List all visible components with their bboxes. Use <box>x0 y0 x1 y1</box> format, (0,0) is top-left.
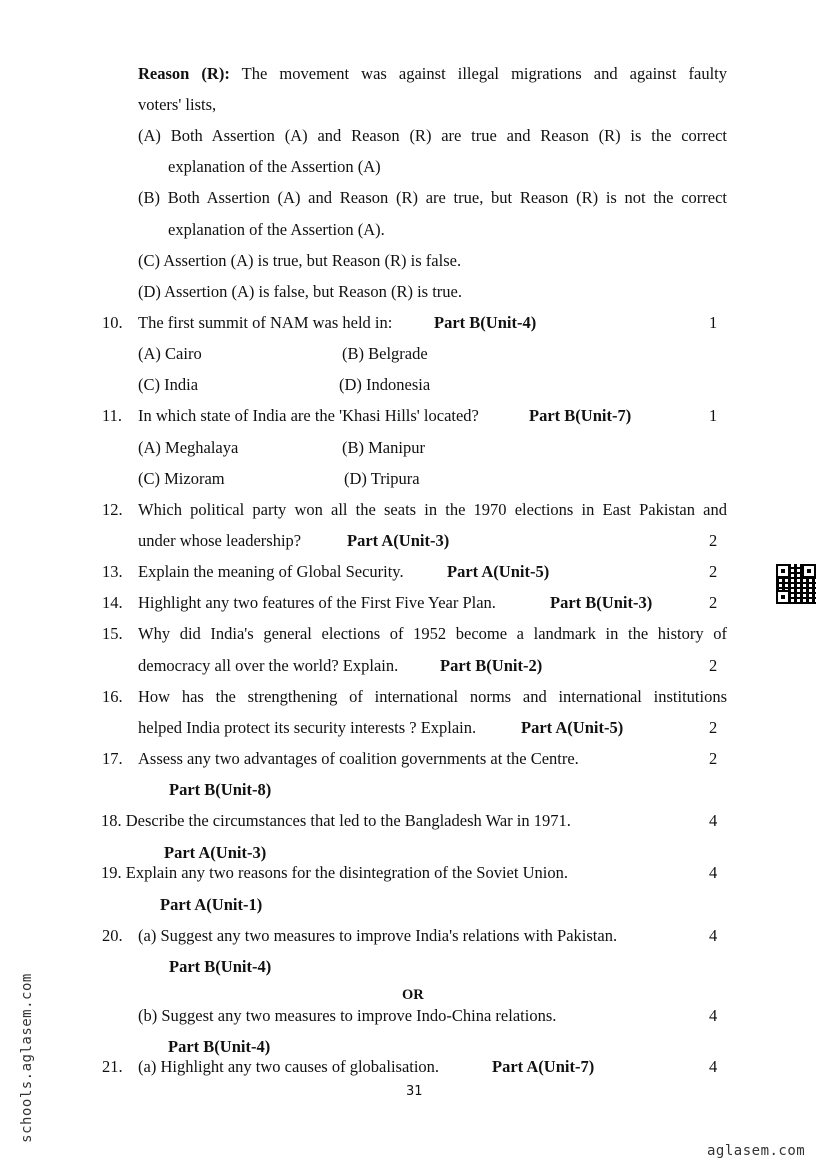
q20-option-a-marks: 4 <box>709 926 718 945</box>
q12-line1: Which political party won all the seats in the 1970 elections in East Pakistan and <box>138 500 727 519</box>
q19-marks: 4 <box>709 863 718 882</box>
q13-number: 13. <box>102 562 123 581</box>
q17-text: Assess any two advantages of coalition governments at the Centre. <box>138 749 579 768</box>
q16-line1: How has the strengthening of international norms and international institutions <box>138 687 727 706</box>
q11-number: 11. <box>102 406 123 425</box>
q13-text: Explain the meaning of Global Security. <box>138 562 404 581</box>
q10-option-b: (B) Belgrade <box>342 344 428 363</box>
q18-text: 18. Describe the circumstances that led to the Bangladesh War in 1971. <box>101 811 571 830</box>
q20-option-b-tag: Part B(Unit-4) <box>168 1037 271 1056</box>
q15-marks: 2 <box>709 656 718 675</box>
q15-line1: Why did India's general elections of 1952 become a landmark in the history of <box>138 624 727 643</box>
q21-text: (a) Highlight any two causes of globalisation. <box>138 1057 440 1076</box>
q21-marks: 4 <box>709 1057 718 1076</box>
q20-option-b: (b) Suggest any two measures to improve Indo-China relations. <box>138 1006 557 1025</box>
q11-option-d: (D) Tripura <box>344 469 420 488</box>
q9-reason-label: Reason (R): <box>138 64 230 83</box>
q12-tag: Part A(Unit-3) <box>347 531 450 550</box>
q12-marks: 2 <box>709 531 718 550</box>
q14-marks: 2 <box>709 593 718 612</box>
q14-tag: Part B(Unit-3) <box>550 593 653 612</box>
q16-number: 16. <box>102 687 123 706</box>
q12-number: 12. <box>102 500 123 519</box>
q10-option-d: (D) Indonesia <box>339 375 431 394</box>
q10-text: The first summit of NAM was held in: <box>138 313 393 332</box>
q9-reason-line1: Reason (R): The movement was against illegal migrations and against faulty <box>138 64 727 83</box>
q13-marks: 2 <box>709 562 718 581</box>
q10-option-a: (A) Cairo <box>138 344 202 363</box>
q19-tag: Part A(Unit-1) <box>160 895 263 914</box>
q10-tag: Part B(Unit-4) <box>434 313 537 332</box>
q17-tag: Part B(Unit-8) <box>169 780 272 799</box>
q20-option-b-marks: 4 <box>709 1006 718 1025</box>
q20-number: 20. <box>102 926 123 945</box>
q16-tag: Part A(Unit-5) <box>521 718 624 737</box>
watermark-right: aglasem.com <box>707 1143 806 1159</box>
q11-marks: 1 <box>709 406 718 425</box>
q16-line2: helped India protect its security interests ? Explain. <box>138 718 477 737</box>
q21-tag: Part A(Unit-7) <box>492 1057 595 1076</box>
q9-option-c: (C) Assertion (A) is true, but Reason (R) is false. <box>138 251 462 270</box>
q20-option-a-tag: Part B(Unit-4) <box>169 957 272 976</box>
q20-option-a: (a) Suggest any two measures to improve India's relations with Pakistan. <box>138 926 618 945</box>
watermark-left: schools.aglasem.com <box>19 973 35 1143</box>
q11-text: In which state of India are the 'Khasi Hills' located? <box>138 406 479 425</box>
q16-marks: 2 <box>709 718 718 737</box>
q18-tag: Part A(Unit-3) <box>164 843 267 862</box>
qr-code-icon <box>776 564 816 604</box>
q18-marks: 4 <box>709 811 718 830</box>
q9-option-d: (D) Assertion (A) is false, but Reason (R) is true. <box>138 282 462 301</box>
q9-option-b: (B) Both Assertion (A) and Reason (R) are true, but Reason (R) is not the correct <box>138 188 727 207</box>
q17-number: 17. <box>102 749 123 768</box>
q20-or-separator: OR <box>402 987 424 1003</box>
q9-option-a: (A) Both Assertion (A) and Reason (R) are true and Reason (R) is the correct <box>138 126 727 145</box>
q15-line2: democracy all over the world? Explain. <box>138 656 399 675</box>
page-number: 31 <box>406 1084 423 1099</box>
q10-number: 10. <box>102 313 123 332</box>
q11-option-a: (A) Meghalaya <box>138 438 239 457</box>
q10-marks: 1 <box>709 313 718 332</box>
q11-option-c: (C) Mizoram <box>138 469 225 488</box>
q12-line2: under whose leadership? <box>138 531 302 550</box>
q13-tag: Part A(Unit-5) <box>447 562 550 581</box>
q10-option-c: (C) India <box>138 375 199 394</box>
q14-number: 14. <box>102 593 123 612</box>
q11-tag: Part B(Unit-7) <box>529 406 632 425</box>
q9-option-a-cont: explanation of the Assertion (A) <box>168 157 381 176</box>
q19-text: 19. Explain any two reasons for the disintegration of the Soviet Union. <box>101 863 568 882</box>
q9-reason-line2: voters' lists, <box>138 95 217 114</box>
q9-option-b-cont: explanation of the Assertion (A). <box>168 220 385 239</box>
q11-option-b: (B) Manipur <box>342 438 425 457</box>
q14-text: Highlight any two features of the First Five Year Plan. <box>138 593 496 612</box>
q21-number: 21. <box>102 1057 123 1076</box>
q15-tag: Part B(Unit-2) <box>440 656 543 675</box>
q15-number: 15. <box>102 624 123 643</box>
q17-marks: 2 <box>709 749 718 768</box>
